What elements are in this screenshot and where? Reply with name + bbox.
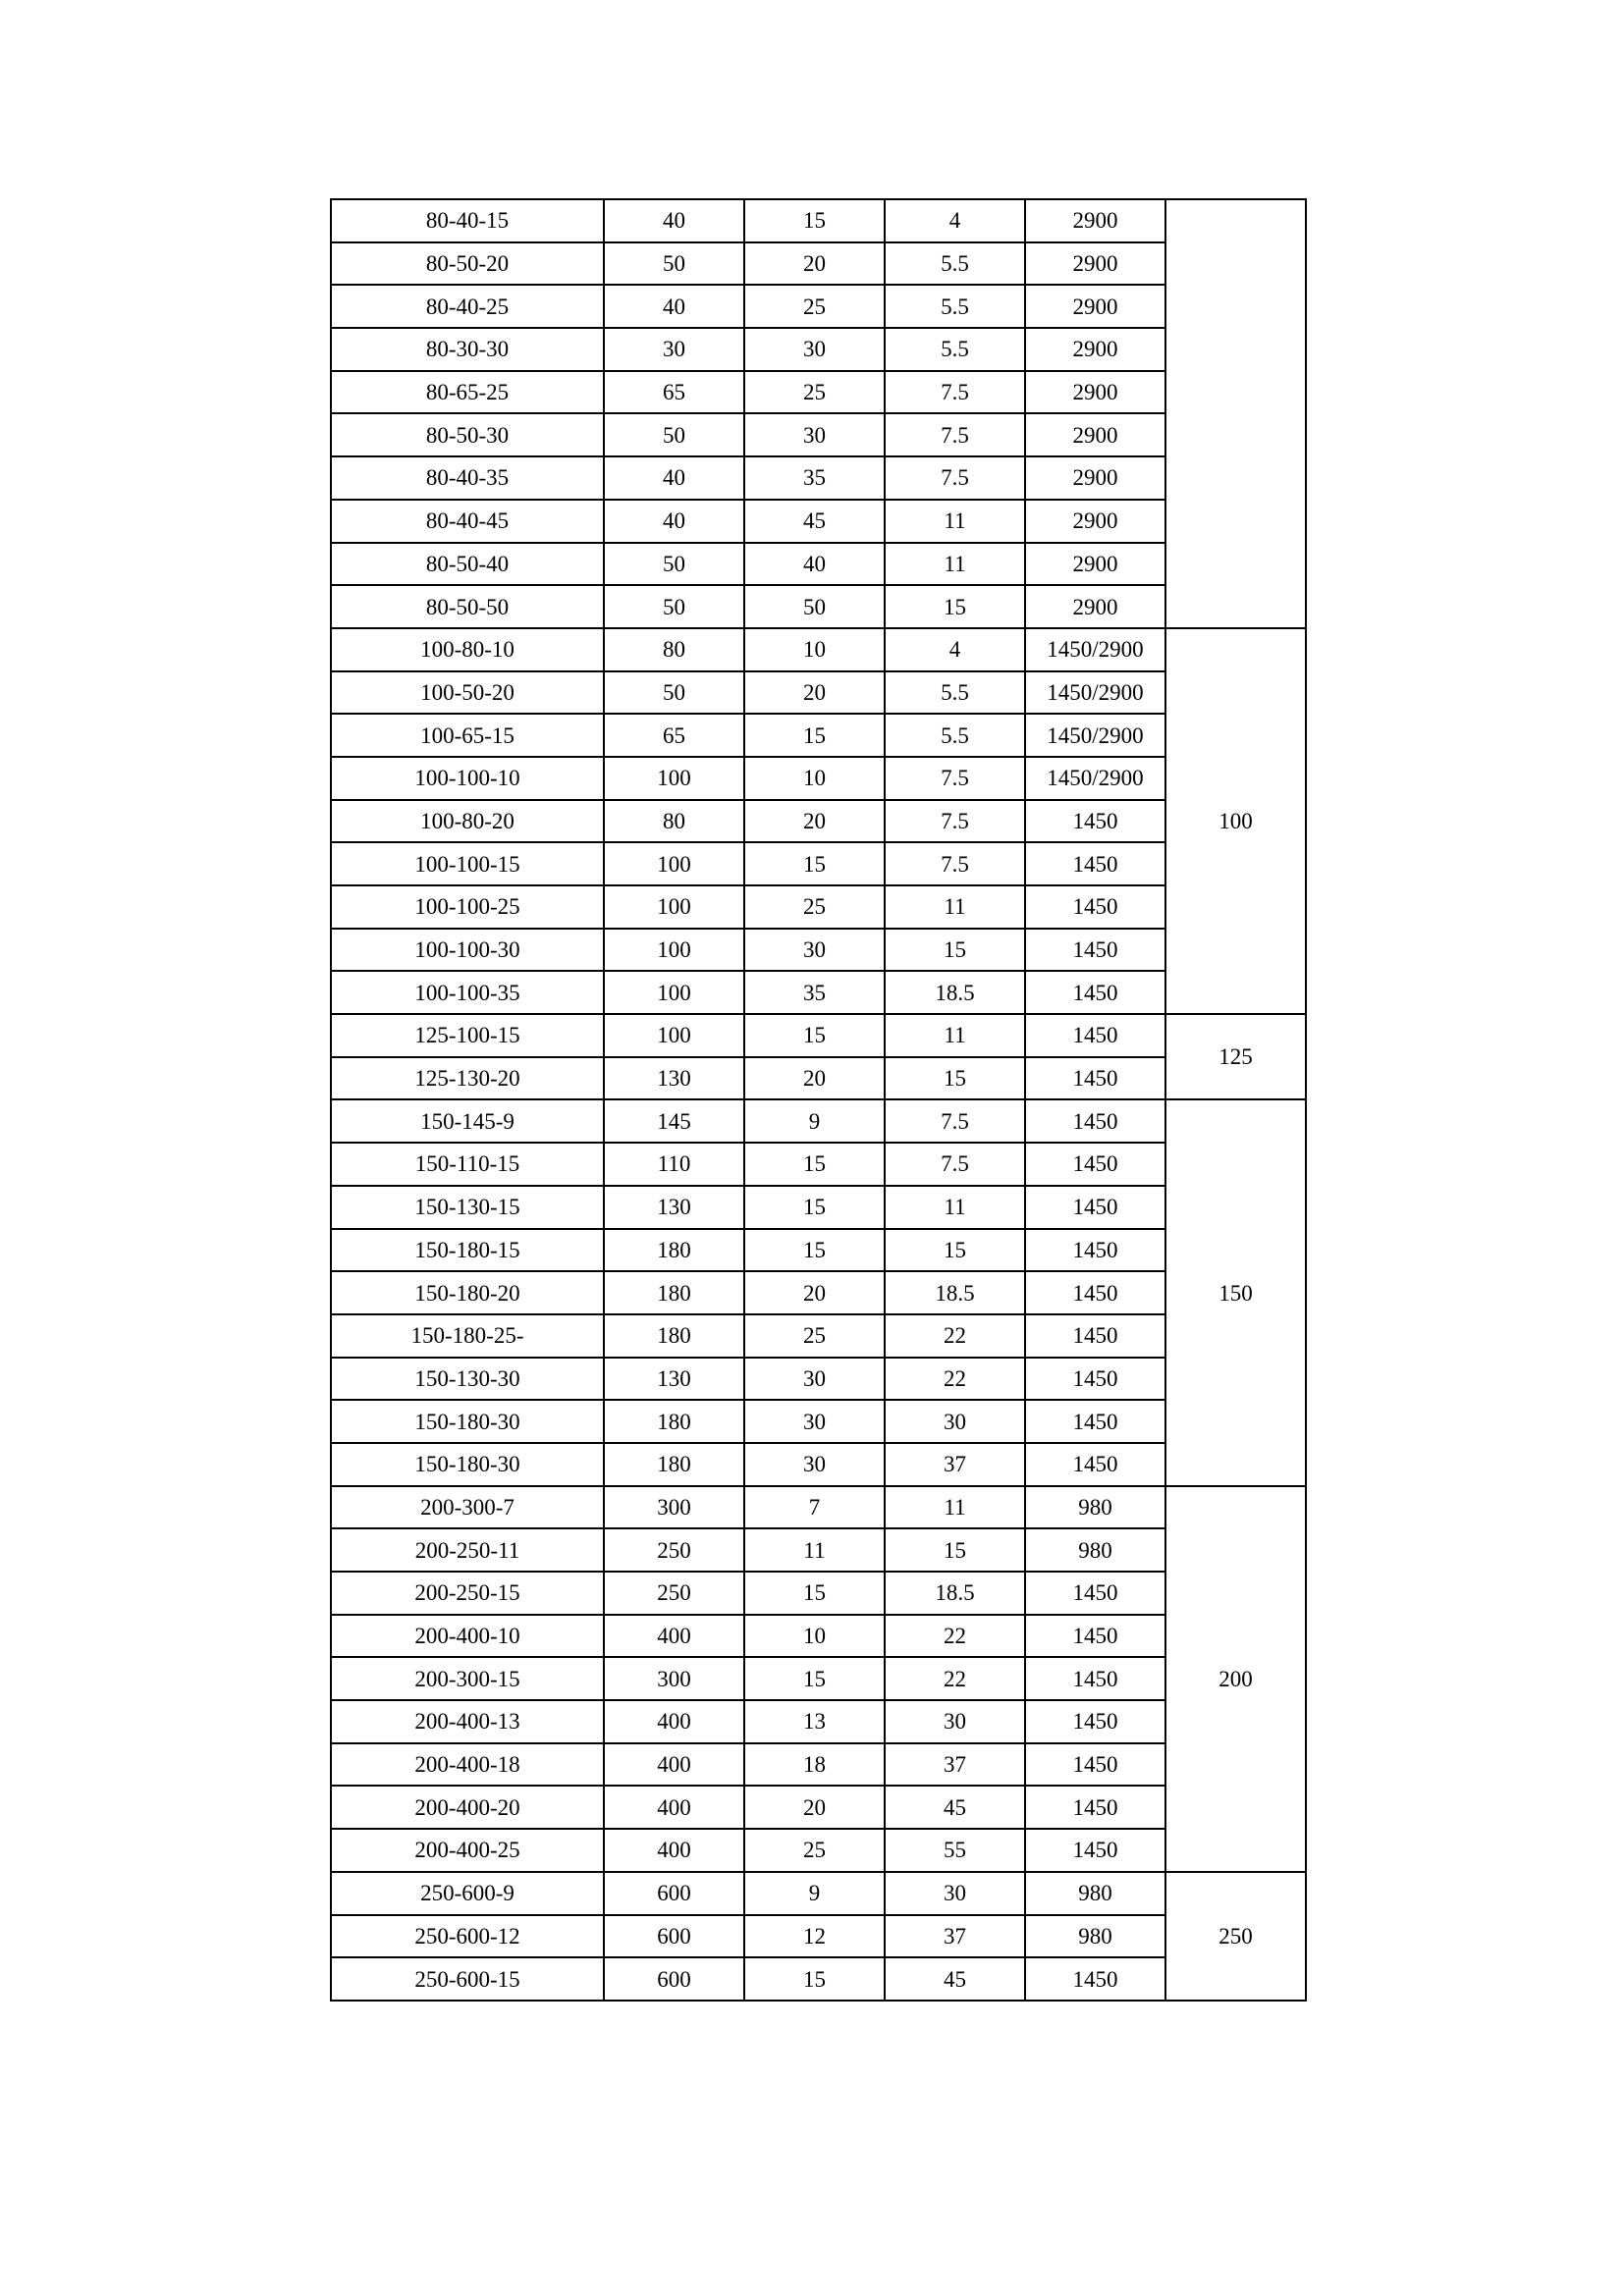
flow-cell: 50	[604, 585, 744, 628]
table-row	[331, 1358, 1306, 1401]
model-cell: 100-50-20	[331, 671, 604, 715]
power-cell: 11	[885, 1186, 1025, 1229]
power-cell: 7.5	[885, 371, 1025, 414]
head-cell: 25	[744, 371, 885, 414]
table-row	[331, 1957, 1306, 2001]
head-cell: 20	[744, 1271, 885, 1314]
model-cell: 100-80-20	[331, 800, 604, 843]
power-cell: 7.5	[885, 800, 1025, 843]
model-cell: 150-180-20	[331, 1271, 604, 1314]
model-cell: 150-130-30	[331, 1358, 604, 1401]
speed-cell: 2900	[1025, 199, 1165, 242]
flow-cell: 40	[604, 500, 744, 543]
power-cell: 11	[885, 543, 1025, 586]
group-size-cell: 150	[1165, 1099, 1306, 1485]
speed-cell: 980	[1025, 1872, 1165, 1915]
table-row	[331, 1229, 1306, 1272]
model-cell: 150-130-15	[331, 1186, 604, 1229]
head-cell: 15	[744, 714, 885, 757]
model-cell: 150-110-15	[331, 1143, 604, 1186]
table-row	[331, 413, 1306, 456]
power-cell: 18.5	[885, 1572, 1025, 1615]
speed-cell: 1450	[1025, 1271, 1165, 1314]
model-cell: 200-400-18	[331, 1743, 604, 1787]
flow-cell: 40	[604, 199, 744, 242]
power-cell: 37	[885, 1915, 1025, 1958]
table-row	[331, 1486, 1306, 1529]
head-cell: 30	[744, 1358, 885, 1401]
head-cell: 20	[744, 1786, 885, 1829]
flow-cell: 400	[604, 1829, 744, 1872]
flow-cell: 250	[604, 1572, 744, 1615]
head-cell: 25	[744, 285, 885, 328]
table-row	[331, 1400, 1306, 1443]
model-cell: 200-400-20	[331, 1786, 604, 1829]
head-cell: 45	[744, 500, 885, 543]
model-cell: 150-145-9	[331, 1099, 604, 1143]
head-cell: 50	[744, 585, 885, 628]
head-cell: 20	[744, 1057, 885, 1100]
power-cell: 18.5	[885, 971, 1025, 1014]
power-cell: 22	[885, 1314, 1025, 1358]
head-cell: 40	[744, 543, 885, 586]
model-cell: 150-180-15	[331, 1229, 604, 1272]
power-cell: 15	[885, 929, 1025, 972]
flow-cell: 80	[604, 628, 744, 671]
model-cell: 80-50-30	[331, 413, 604, 456]
speed-cell: 2900	[1025, 371, 1165, 414]
model-cell: 125-130-20	[331, 1057, 604, 1100]
head-cell: 25	[744, 1314, 885, 1358]
head-cell: 15	[744, 199, 885, 242]
flow-cell: 400	[604, 1743, 744, 1787]
head-cell: 30	[744, 1400, 885, 1443]
speed-cell: 1450	[1025, 1957, 1165, 2001]
table-row	[331, 1443, 1306, 1486]
flow-cell: 400	[604, 1700, 744, 1743]
pump-spec-table-body	[331, 199, 1306, 2001]
power-cell: 45	[885, 1957, 1025, 2001]
group-size-cell	[1165, 199, 1306, 628]
power-cell: 7.5	[885, 1099, 1025, 1143]
head-cell: 35	[744, 971, 885, 1014]
flow-cell: 130	[604, 1358, 744, 1401]
head-cell: 12	[744, 1915, 885, 1958]
head-cell: 10	[744, 757, 885, 800]
head-cell: 7	[744, 1486, 885, 1529]
head-cell: 25	[744, 885, 885, 929]
flow-cell: 50	[604, 242, 744, 286]
table-row	[331, 929, 1306, 972]
power-cell: 55	[885, 1829, 1025, 1872]
power-cell: 37	[885, 1443, 1025, 1486]
flow-cell: 40	[604, 285, 744, 328]
flow-cell: 180	[604, 1314, 744, 1358]
flow-cell: 100	[604, 1014, 744, 1057]
table-row	[331, 1743, 1306, 1787]
model-cell: 150-180-30	[331, 1400, 604, 1443]
power-cell: 15	[885, 585, 1025, 628]
speed-cell: 1450	[1025, 1057, 1165, 1100]
model-cell: 80-50-50	[331, 585, 604, 628]
speed-cell: 2900	[1025, 500, 1165, 543]
model-cell: 80-65-25	[331, 371, 604, 414]
power-cell: 11	[885, 1014, 1025, 1057]
flow-cell: 600	[604, 1872, 744, 1915]
power-cell: 5.5	[885, 714, 1025, 757]
power-cell: 5.5	[885, 671, 1025, 715]
model-cell: 100-100-10	[331, 757, 604, 800]
group-size-cell: 100	[1165, 628, 1306, 1014]
table-row	[331, 585, 1306, 628]
model-cell: 100-80-10	[331, 628, 604, 671]
model-cell: 80-50-20	[331, 242, 604, 286]
speed-cell: 980	[1025, 1486, 1165, 1529]
table-row	[331, 714, 1306, 757]
model-cell: 80-30-30	[331, 328, 604, 371]
model-cell: 100-100-25	[331, 885, 604, 929]
flow-cell: 50	[604, 413, 744, 456]
speed-cell: 1450	[1025, 1229, 1165, 1272]
table-row	[331, 1572, 1306, 1615]
speed-cell: 1450	[1025, 1786, 1165, 1829]
speed-cell: 1450	[1025, 1014, 1165, 1057]
head-cell: 15	[744, 1572, 885, 1615]
flow-cell: 250	[604, 1528, 744, 1572]
speed-cell: 2900	[1025, 413, 1165, 456]
power-cell: 30	[885, 1872, 1025, 1915]
flow-cell: 65	[604, 371, 744, 414]
table-row	[331, 1143, 1306, 1186]
power-cell: 7.5	[885, 1143, 1025, 1186]
flow-cell: 130	[604, 1057, 744, 1100]
flow-cell: 300	[604, 1486, 744, 1529]
table-row	[331, 1657, 1306, 1700]
model-cell: 80-40-25	[331, 285, 604, 328]
model-cell: 200-250-11	[331, 1528, 604, 1572]
flow-cell: 100	[604, 929, 744, 972]
table-row	[331, 1786, 1306, 1829]
group-size-cell: 125	[1165, 1014, 1306, 1099]
power-cell: 7.5	[885, 757, 1025, 800]
flow-cell: 180	[604, 1271, 744, 1314]
head-cell: 20	[744, 671, 885, 715]
speed-cell: 1450/2900	[1025, 757, 1165, 800]
speed-cell: 1450	[1025, 1700, 1165, 1743]
table-row	[331, 842, 1306, 885]
speed-cell: 980	[1025, 1915, 1165, 1958]
table-row	[331, 242, 1306, 286]
speed-cell: 1450	[1025, 1358, 1165, 1401]
table-row	[331, 628, 1306, 671]
head-cell: 25	[744, 1829, 885, 1872]
model-cell: 100-100-30	[331, 929, 604, 972]
power-cell: 11	[885, 1486, 1025, 1529]
speed-cell: 1450	[1025, 1657, 1165, 1700]
table-row	[331, 1829, 1306, 1872]
power-cell: 30	[885, 1400, 1025, 1443]
speed-cell: 1450	[1025, 1615, 1165, 1658]
speed-cell: 1450	[1025, 1099, 1165, 1143]
speed-cell: 2900	[1025, 543, 1165, 586]
head-cell: 13	[744, 1700, 885, 1743]
power-cell: 22	[885, 1358, 1025, 1401]
table-row	[331, 456, 1306, 500]
model-cell: 80-40-45	[331, 500, 604, 543]
flow-cell: 40	[604, 456, 744, 500]
table-row	[331, 1314, 1306, 1358]
power-cell: 7.5	[885, 456, 1025, 500]
table-row	[331, 1915, 1306, 1958]
model-cell: 200-400-10	[331, 1615, 604, 1658]
model-cell: 150-180-30	[331, 1443, 604, 1486]
power-cell: 11	[885, 885, 1025, 929]
flow-cell: 65	[604, 714, 744, 757]
speed-cell: 1450	[1025, 1400, 1165, 1443]
flow-cell: 50	[604, 671, 744, 715]
power-cell: 4	[885, 199, 1025, 242]
table-row	[331, 757, 1306, 800]
head-cell: 20	[744, 800, 885, 843]
head-cell: 10	[744, 1615, 885, 1658]
flow-cell: 100	[604, 971, 744, 1014]
flow-cell: 100	[604, 757, 744, 800]
power-cell: 5.5	[885, 285, 1025, 328]
flow-cell: 180	[604, 1400, 744, 1443]
flow-cell: 300	[604, 1657, 744, 1700]
power-cell: 37	[885, 1743, 1025, 1787]
model-cell: 80-50-40	[331, 543, 604, 586]
table-row	[331, 1528, 1306, 1572]
speed-cell: 1450	[1025, 971, 1165, 1014]
flow-cell: 600	[604, 1957, 744, 2001]
model-cell: 200-300-15	[331, 1657, 604, 1700]
speed-cell: 2900	[1025, 328, 1165, 371]
flow-cell: 80	[604, 800, 744, 843]
head-cell: 15	[744, 1186, 885, 1229]
power-cell: 4	[885, 628, 1025, 671]
power-cell: 5.5	[885, 328, 1025, 371]
table-row	[331, 543, 1306, 586]
model-cell: 200-400-13	[331, 1700, 604, 1743]
model-cell: 80-40-35	[331, 456, 604, 500]
power-cell: 15	[885, 1528, 1025, 1572]
power-cell: 7.5	[885, 842, 1025, 885]
power-cell: 5.5	[885, 242, 1025, 286]
table-row	[331, 328, 1306, 371]
speed-cell: 1450/2900	[1025, 714, 1165, 757]
pump-spec-table	[330, 198, 1307, 2002]
power-cell: 15	[885, 1057, 1025, 1100]
head-cell: 10	[744, 628, 885, 671]
power-cell: 18.5	[885, 1271, 1025, 1314]
flow-cell: 50	[604, 543, 744, 586]
speed-cell: 2900	[1025, 585, 1165, 628]
speed-cell: 1450	[1025, 1143, 1165, 1186]
flow-cell: 100	[604, 842, 744, 885]
head-cell: 20	[744, 242, 885, 286]
model-cell: 200-400-25	[331, 1829, 604, 1872]
head-cell: 35	[744, 456, 885, 500]
flow-cell: 180	[604, 1229, 744, 1272]
head-cell: 30	[744, 413, 885, 456]
table-row	[331, 500, 1306, 543]
speed-cell: 1450	[1025, 1572, 1165, 1615]
flow-cell: 600	[604, 1915, 744, 1958]
speed-cell: 1450	[1025, 800, 1165, 843]
speed-cell: 1450	[1025, 885, 1165, 929]
table-row	[331, 1014, 1306, 1057]
speed-cell: 2900	[1025, 285, 1165, 328]
head-cell: 15	[744, 1143, 885, 1186]
power-cell: 30	[885, 1700, 1025, 1743]
speed-cell: 1450	[1025, 1443, 1165, 1486]
speed-cell: 2900	[1025, 456, 1165, 500]
speed-cell: 2900	[1025, 242, 1165, 286]
table-row	[331, 1186, 1306, 1229]
table-row	[331, 1615, 1306, 1658]
table-row	[331, 971, 1306, 1014]
head-cell: 15	[744, 1229, 885, 1272]
flow-cell: 130	[604, 1186, 744, 1229]
power-cell: 22	[885, 1657, 1025, 1700]
model-cell: 125-100-15	[331, 1014, 604, 1057]
head-cell: 30	[744, 1443, 885, 1486]
power-cell: 15	[885, 1229, 1025, 1272]
table-row	[331, 1700, 1306, 1743]
head-cell: 9	[744, 1872, 885, 1915]
table-row	[331, 1099, 1306, 1143]
group-size-cell: 200	[1165, 1486, 1306, 1872]
head-cell: 11	[744, 1528, 885, 1572]
speed-cell: 1450/2900	[1025, 671, 1165, 715]
speed-cell: 980	[1025, 1528, 1165, 1572]
power-cell: 11	[885, 500, 1025, 543]
group-size-cell: 250	[1165, 1872, 1306, 2001]
model-cell: 200-300-7	[331, 1486, 604, 1529]
table-row	[331, 671, 1306, 715]
speed-cell: 1450/2900	[1025, 628, 1165, 671]
flow-cell: 30	[604, 328, 744, 371]
head-cell: 30	[744, 328, 885, 371]
flow-cell: 180	[604, 1443, 744, 1486]
flow-cell: 110	[604, 1143, 744, 1186]
model-cell: 250-600-15	[331, 1957, 604, 2001]
model-cell: 100-65-15	[331, 714, 604, 757]
speed-cell: 1450	[1025, 1829, 1165, 1872]
speed-cell: 1450	[1025, 929, 1165, 972]
flow-cell: 100	[604, 885, 744, 929]
head-cell: 18	[744, 1743, 885, 1787]
model-cell: 80-40-15	[331, 199, 604, 242]
head-cell: 30	[744, 929, 885, 972]
head-cell: 15	[744, 1957, 885, 2001]
table-row	[331, 1057, 1306, 1100]
speed-cell: 1450	[1025, 842, 1165, 885]
power-cell: 45	[885, 1786, 1025, 1829]
flow-cell: 400	[604, 1786, 744, 1829]
head-cell: 15	[744, 1657, 885, 1700]
model-cell: 100-100-35	[331, 971, 604, 1014]
table-row	[331, 371, 1306, 414]
model-cell: 250-600-12	[331, 1915, 604, 1958]
model-cell: 250-600-9	[331, 1872, 604, 1915]
model-cell: 100-100-15	[331, 842, 604, 885]
table-row	[331, 885, 1306, 929]
power-cell: 7.5	[885, 413, 1025, 456]
model-cell: 150-180-25-	[331, 1314, 604, 1358]
flow-cell: 145	[604, 1099, 744, 1143]
speed-cell: 1450	[1025, 1743, 1165, 1787]
head-cell: 15	[744, 842, 885, 885]
head-cell: 15	[744, 1014, 885, 1057]
flow-cell: 400	[604, 1615, 744, 1658]
table-row	[331, 1271, 1306, 1314]
table-row	[331, 199, 1306, 242]
table-row	[331, 285, 1306, 328]
table-row	[331, 800, 1306, 843]
table-row	[331, 1872, 1306, 1915]
speed-cell: 1450	[1025, 1314, 1165, 1358]
speed-cell: 1450	[1025, 1186, 1165, 1229]
power-cell: 22	[885, 1615, 1025, 1658]
head-cell: 9	[744, 1099, 885, 1143]
model-cell: 200-250-15	[331, 1572, 604, 1615]
